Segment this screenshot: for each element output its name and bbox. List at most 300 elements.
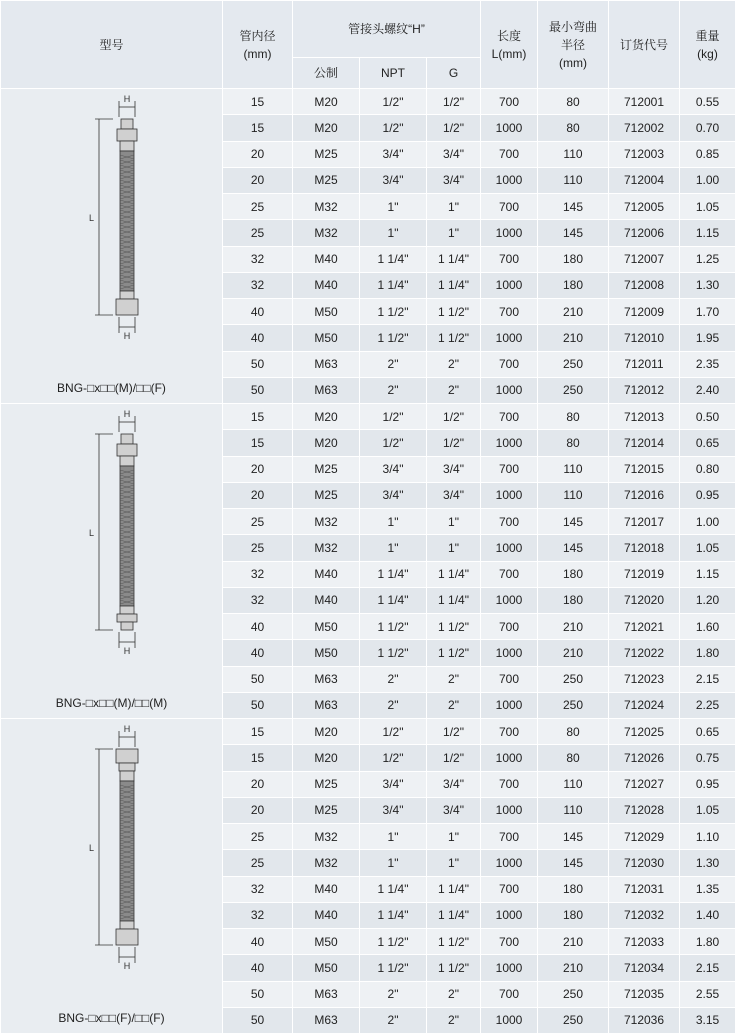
order-code-cell: 712017 (609, 509, 680, 535)
bend-radius-cell: 210 (538, 640, 609, 666)
header-inner-diameter: 管内径 (mm) (223, 1, 293, 89)
inner-diameter-cell: 32 (223, 561, 293, 587)
weight-cell: 0.85 (680, 141, 735, 167)
order-code-cell: 712021 (609, 614, 680, 640)
thread-g-cell: 3/4" (427, 167, 481, 193)
length-cell: 1000 (481, 167, 538, 193)
thread-npt-cell: 1/2" (360, 89, 427, 115)
svg-text:L: L (89, 528, 95, 538)
inner-diameter-cell: 40 (223, 640, 293, 666)
weight-cell: 2.25 (680, 692, 735, 718)
thread-npt-cell: 1" (360, 535, 427, 561)
bend-radius-cell: 145 (538, 850, 609, 876)
order-code-cell: 712014 (609, 430, 680, 456)
inner-diameter-cell: 15 (223, 745, 293, 771)
thread-metric-cell: M20 (293, 404, 360, 430)
order-code-cell: 712022 (609, 640, 680, 666)
thread-npt-cell: 1 1/4" (360, 246, 427, 272)
thread-npt-cell: 1" (360, 850, 427, 876)
length-cell: 1000 (481, 482, 538, 508)
thread-g-cell: 2" (427, 692, 481, 718)
bend-radius-cell: 110 (538, 167, 609, 193)
weight-cell: 0.50 (680, 404, 735, 430)
length-cell: 700 (481, 824, 538, 850)
thread-g-cell: 2" (427, 1007, 481, 1033)
bottom-fitting (116, 921, 138, 945)
length-cell: 700 (481, 981, 538, 1007)
weight-cell: 1.00 (680, 509, 735, 535)
thread-g-cell: 1 1/2" (427, 955, 481, 981)
weight-cell: 1.40 (680, 902, 735, 928)
weight-cell: 2.55 (680, 981, 735, 1007)
order-code-cell: 712010 (609, 325, 680, 351)
order-code-cell: 712025 (609, 719, 680, 745)
weight-cell: 2.40 (680, 377, 735, 403)
thread-g-cell: 1/2" (427, 89, 481, 115)
length-cell: 700 (481, 561, 538, 587)
order-code-cell: 712035 (609, 981, 680, 1007)
order-code-cell: 712012 (609, 377, 680, 403)
length-cell: 1000 (481, 220, 538, 246)
inner-diameter-cell: 20 (223, 771, 293, 797)
bend-radius-cell: 180 (538, 272, 609, 298)
bend-radius-cell: 145 (538, 194, 609, 220)
thread-npt-cell: 1/2" (360, 745, 427, 771)
order-code-cell: 712036 (609, 1007, 680, 1033)
thread-metric-cell: M32 (293, 194, 360, 220)
inner-diameter-cell: 40 (223, 325, 293, 351)
thread-metric-cell: M32 (293, 220, 360, 246)
model-label: BNG-□x□□(M)/□□(F) (57, 381, 166, 395)
bend-radius-cell: 210 (538, 929, 609, 955)
weight-cell: 1.30 (680, 850, 735, 876)
svg-text:H: H (123, 724, 131, 734)
inner-diameter-cell: 20 (223, 482, 293, 508)
inner-diameter-cell: 32 (223, 876, 293, 902)
hose-assembly-drawing-icon (79, 723, 149, 985)
top-fitting (116, 749, 138, 781)
model-cell (1, 719, 223, 1034)
order-code-cell: 712031 (609, 876, 680, 902)
thread-g-cell: 3/4" (427, 456, 481, 482)
thread-g-cell: 1/2" (427, 404, 481, 430)
header-bend-radius: 最小弯曲 半径 (mm) (538, 1, 609, 89)
inner-diameter-cell: 15 (223, 430, 293, 456)
thread-metric-cell: M50 (293, 325, 360, 351)
thread-g-cell: 1 1/2" (427, 929, 481, 955)
header-weight: 重量 (kg) (680, 1, 735, 89)
order-code-cell: 712008 (609, 272, 680, 298)
thread-g-cell: 1 1/4" (427, 272, 481, 298)
length-cell: 700 (481, 614, 538, 640)
inner-diameter-cell: 40 (223, 955, 293, 981)
bottom-fitting (117, 606, 137, 630)
weight-cell: 1.25 (680, 246, 735, 272)
table-row (1, 89, 735, 115)
bend-radius-cell: 250 (538, 377, 609, 403)
bend-radius-cell: 250 (538, 1007, 609, 1033)
bend-radius-cell: 110 (538, 482, 609, 508)
length-cell: 700 (481, 246, 538, 272)
weight-cell: 1.35 (680, 876, 735, 902)
weight-cell: 0.65 (680, 719, 735, 745)
thread-npt-cell: 1" (360, 194, 427, 220)
thread-g-cell: 1 1/2" (427, 299, 481, 325)
order-code-cell: 712030 (609, 850, 680, 876)
order-code-cell: 712019 (609, 561, 680, 587)
order-code-cell: 712011 (609, 351, 680, 377)
thread-g-cell: 1 1/4" (427, 561, 481, 587)
bend-radius-cell: 80 (538, 115, 609, 141)
inner-diameter-cell: 50 (223, 377, 293, 403)
weight-cell: 1.80 (680, 929, 735, 955)
thread-npt-cell: 2" (360, 351, 427, 377)
h-dimension-bottom (119, 947, 135, 971)
inner-diameter-cell: 20 (223, 141, 293, 167)
svg-text:H: H (123, 94, 131, 104)
thread-g-cell: 3/4" (427, 482, 481, 508)
thread-metric-cell: M20 (293, 89, 360, 115)
l-dimension (89, 434, 113, 630)
thread-metric-cell: M32 (293, 850, 360, 876)
weight-cell: 0.80 (680, 456, 735, 482)
order-code-cell: 712028 (609, 797, 680, 823)
thread-metric-cell: M63 (293, 981, 360, 1007)
length-cell: 700 (481, 509, 538, 535)
length-cell: 700 (481, 666, 538, 692)
thread-npt-cell: 3/4" (360, 797, 427, 823)
table-row (1, 719, 735, 745)
weight-cell: 1.05 (680, 797, 735, 823)
thread-npt-cell: 1 1/2" (360, 955, 427, 981)
bottom-fitting (116, 291, 138, 315)
header-thread: 管接头螺纹“H” (293, 1, 481, 58)
thread-g-cell: 2" (427, 351, 481, 377)
length-cell: 700 (481, 456, 538, 482)
order-code-cell: 712027 (609, 771, 680, 797)
thread-g-cell: 1 1/2" (427, 640, 481, 666)
order-code-cell: 712016 (609, 482, 680, 508)
inner-diameter-cell: 50 (223, 351, 293, 377)
thread-npt-cell: 3/4" (360, 141, 427, 167)
bend-radius-cell: 145 (538, 535, 609, 561)
bend-radius-cell: 110 (538, 141, 609, 167)
table-row (1, 404, 735, 430)
thread-g-cell: 2" (427, 981, 481, 1007)
top-fitting (117, 434, 137, 466)
thread-metric-cell: M63 (293, 692, 360, 718)
weight-cell: 1.15 (680, 220, 735, 246)
order-code-cell: 712034 (609, 955, 680, 981)
length-cell: 1000 (481, 325, 538, 351)
weight-cell: 1.30 (680, 272, 735, 298)
thread-metric-cell: M25 (293, 456, 360, 482)
weight-cell: 1.60 (680, 614, 735, 640)
order-code-cell: 712001 (609, 89, 680, 115)
length-cell: 700 (481, 89, 538, 115)
weight-cell: 1.05 (680, 194, 735, 220)
model-label: BNG-□x□□(F)/□□(F) (58, 1011, 165, 1025)
thread-metric-cell: M32 (293, 535, 360, 561)
thread-metric-cell: M40 (293, 561, 360, 587)
header-length: 长度 L(mm) (481, 1, 538, 89)
weight-cell: 2.15 (680, 666, 735, 692)
thread-metric-cell: M63 (293, 1007, 360, 1033)
bend-radius-cell: 210 (538, 325, 609, 351)
thread-g-cell: 1 1/4" (427, 902, 481, 928)
weight-cell: 1.20 (680, 587, 735, 613)
order-code-cell: 712005 (609, 194, 680, 220)
thread-metric-cell: M32 (293, 509, 360, 535)
thread-metric-cell: M20 (293, 115, 360, 141)
weight-cell: 1.00 (680, 167, 735, 193)
thread-g-cell: 3/4" (427, 141, 481, 167)
thread-metric-cell: M32 (293, 824, 360, 850)
thread-g-cell: 1/2" (427, 719, 481, 745)
h-dimension-top (119, 409, 135, 432)
thread-metric-cell: M40 (293, 587, 360, 613)
length-cell: 1000 (481, 1007, 538, 1033)
bend-radius-cell: 180 (538, 561, 609, 587)
thread-npt-cell: 1 1/4" (360, 587, 427, 613)
order-code-cell: 712033 (609, 929, 680, 955)
header-order-code: 订货代号 (609, 1, 680, 89)
length-cell: 1000 (481, 640, 538, 666)
bend-radius-cell: 80 (538, 404, 609, 430)
thread-metric-cell: M20 (293, 719, 360, 745)
order-code-cell: 712015 (609, 456, 680, 482)
bend-radius-cell: 80 (538, 719, 609, 745)
weight-cell: 0.95 (680, 771, 735, 797)
thread-metric-cell: M63 (293, 377, 360, 403)
thread-npt-cell: 2" (360, 666, 427, 692)
weight-cell: 1.70 (680, 299, 735, 325)
length-cell: 1000 (481, 797, 538, 823)
thread-npt-cell: 1 1/2" (360, 325, 427, 351)
bend-radius-cell: 145 (538, 220, 609, 246)
svg-text:L: L (89, 213, 95, 223)
order-code-cell: 712002 (609, 115, 680, 141)
thread-g-cell: 1 1/4" (427, 587, 481, 613)
l-dimension (89, 749, 113, 945)
inner-diameter-cell: 25 (223, 850, 293, 876)
bend-radius-cell: 180 (538, 587, 609, 613)
thread-g-cell: 1/2" (427, 115, 481, 141)
length-cell: 700 (481, 404, 538, 430)
bend-radius-cell: 250 (538, 666, 609, 692)
thread-npt-cell: 1 1/4" (360, 561, 427, 587)
order-code-cell: 712018 (609, 535, 680, 561)
weight-cell: 0.55 (680, 89, 735, 115)
inner-diameter-cell: 50 (223, 692, 293, 718)
bend-radius-cell: 80 (538, 89, 609, 115)
thread-metric-cell: M40 (293, 272, 360, 298)
thread-npt-cell: 3/4" (360, 771, 427, 797)
thread-metric-cell: M40 (293, 902, 360, 928)
length-cell: 1000 (481, 377, 538, 403)
order-code-cell: 712003 (609, 141, 680, 167)
thread-g-cell: 2" (427, 666, 481, 692)
inner-diameter-cell: 15 (223, 404, 293, 430)
header-thread-g: G (427, 58, 481, 89)
length-cell: 1000 (481, 587, 538, 613)
bend-radius-cell: 250 (538, 692, 609, 718)
inner-diameter-cell: 20 (223, 797, 293, 823)
length-cell: 1000 (481, 902, 538, 928)
bend-radius-cell: 110 (538, 456, 609, 482)
h-dimension-top (119, 94, 135, 117)
thread-metric-cell: M50 (293, 299, 360, 325)
weight-cell: 1.10 (680, 824, 735, 850)
length-cell: 700 (481, 929, 538, 955)
inner-diameter-cell: 32 (223, 272, 293, 298)
thread-npt-cell: 1 1/2" (360, 929, 427, 955)
thread-npt-cell: 1/2" (360, 430, 427, 456)
svg-text:H: H (123, 961, 131, 971)
bend-radius-cell: 180 (538, 246, 609, 272)
thread-g-cell: 1" (427, 850, 481, 876)
bend-radius-cell: 250 (538, 351, 609, 377)
length-cell: 700 (481, 194, 538, 220)
thread-metric-cell: M20 (293, 430, 360, 456)
length-cell: 1000 (481, 745, 538, 771)
length-cell: 700 (481, 351, 538, 377)
inner-diameter-cell: 25 (223, 509, 293, 535)
bend-radius-cell: 210 (538, 955, 609, 981)
inner-diameter-cell: 25 (223, 824, 293, 850)
thread-metric-cell: M63 (293, 666, 360, 692)
model-cell (1, 404, 223, 719)
bend-radius-cell: 250 (538, 981, 609, 1007)
thread-metric-cell: M50 (293, 929, 360, 955)
thread-npt-cell: 2" (360, 692, 427, 718)
svg-text:H: H (123, 409, 131, 419)
bend-radius-cell: 180 (538, 902, 609, 928)
inner-diameter-cell: 25 (223, 220, 293, 246)
thread-npt-cell: 1/2" (360, 719, 427, 745)
order-code-cell: 712029 (609, 824, 680, 850)
length-cell: 1000 (481, 692, 538, 718)
length-cell: 1000 (481, 272, 538, 298)
header-thread-metric: 公制 (293, 58, 360, 89)
thread-npt-cell: 3/4" (360, 456, 427, 482)
length-cell: 700 (481, 876, 538, 902)
hose-assembly-drawing-icon (79, 93, 149, 355)
bend-radius-cell: 110 (538, 797, 609, 823)
header-model: 型号 (1, 1, 223, 89)
thread-npt-cell: 1 1/2" (360, 614, 427, 640)
inner-diameter-cell: 32 (223, 587, 293, 613)
weight-cell: 2.15 (680, 955, 735, 981)
bend-radius-cell: 110 (538, 771, 609, 797)
thread-npt-cell: 1 1/2" (360, 299, 427, 325)
l-dimension (89, 119, 113, 315)
order-code-cell: 712007 (609, 246, 680, 272)
weight-cell: 2.35 (680, 351, 735, 377)
hose-assembly-drawing-icon (79, 408, 149, 670)
length-cell: 700 (481, 299, 538, 325)
svg-text:L: L (89, 843, 95, 853)
h-dimension-top (119, 724, 135, 747)
order-code-cell: 712009 (609, 299, 680, 325)
thread-g-cell: 1 1/4" (427, 246, 481, 272)
svg-text:H: H (123, 331, 131, 341)
thread-npt-cell: 1 1/4" (360, 876, 427, 902)
length-cell: 1000 (481, 955, 538, 981)
thread-npt-cell: 2" (360, 1007, 427, 1033)
thread-g-cell: 3/4" (427, 771, 481, 797)
thread-npt-cell: 1 1/4" (360, 902, 427, 928)
thread-metric-cell: M63 (293, 351, 360, 377)
inner-diameter-cell: 20 (223, 456, 293, 482)
thread-g-cell: 3/4" (427, 797, 481, 823)
inner-diameter-cell: 40 (223, 614, 293, 640)
thread-g-cell: 2" (427, 377, 481, 403)
inner-diameter-cell: 25 (223, 194, 293, 220)
thread-g-cell: 1/2" (427, 430, 481, 456)
thread-npt-cell: 3/4" (360, 482, 427, 508)
bend-radius-cell: 80 (538, 430, 609, 456)
thread-metric-cell: M50 (293, 614, 360, 640)
bend-radius-cell: 145 (538, 824, 609, 850)
thread-npt-cell: 2" (360, 377, 427, 403)
bend-radius-cell: 80 (538, 745, 609, 771)
thread-npt-cell: 1" (360, 824, 427, 850)
inner-diameter-cell: 50 (223, 666, 293, 692)
spec-table-body (1, 89, 735, 1034)
thread-g-cell: 1" (427, 194, 481, 220)
thread-metric-cell: M50 (293, 955, 360, 981)
inner-diameter-cell: 50 (223, 1007, 293, 1033)
thread-metric-cell: M25 (293, 797, 360, 823)
order-code-cell: 712026 (609, 745, 680, 771)
length-cell: 700 (481, 719, 538, 745)
svg-text:H: H (123, 646, 131, 656)
inner-diameter-cell: 40 (223, 299, 293, 325)
hose-body (120, 151, 134, 291)
thread-metric-cell: M50 (293, 640, 360, 666)
thread-metric-cell: M40 (293, 876, 360, 902)
weight-cell: 1.05 (680, 535, 735, 561)
weight-cell: 1.80 (680, 640, 735, 666)
hose-body (120, 466, 134, 606)
thread-g-cell: 1" (427, 824, 481, 850)
header-thread-npt: NPT (360, 58, 427, 89)
model-label: BNG-□x□□(M)/□□(M) (55, 696, 168, 710)
hose-body (120, 781, 134, 921)
thread-g-cell: 1" (427, 535, 481, 561)
thread-g-cell: 1" (427, 509, 481, 535)
thread-metric-cell: M25 (293, 482, 360, 508)
bend-radius-cell: 210 (538, 614, 609, 640)
h-dimension-bottom (119, 317, 135, 341)
order-code-cell: 712023 (609, 666, 680, 692)
inner-diameter-cell: 32 (223, 902, 293, 928)
thread-npt-cell: 1/2" (360, 115, 427, 141)
length-cell: 1000 (481, 535, 538, 561)
thread-npt-cell: 3/4" (360, 167, 427, 193)
bend-radius-cell: 210 (538, 299, 609, 325)
order-code-cell: 712013 (609, 404, 680, 430)
inner-diameter-cell: 50 (223, 981, 293, 1007)
thread-g-cell: 1" (427, 220, 481, 246)
thread-npt-cell: 1" (360, 509, 427, 535)
weight-cell: 0.95 (680, 482, 735, 508)
weight-cell: 0.65 (680, 430, 735, 456)
inner-diameter-cell: 40 (223, 929, 293, 955)
weight-cell: 0.75 (680, 745, 735, 771)
length-cell: 700 (481, 141, 538, 167)
